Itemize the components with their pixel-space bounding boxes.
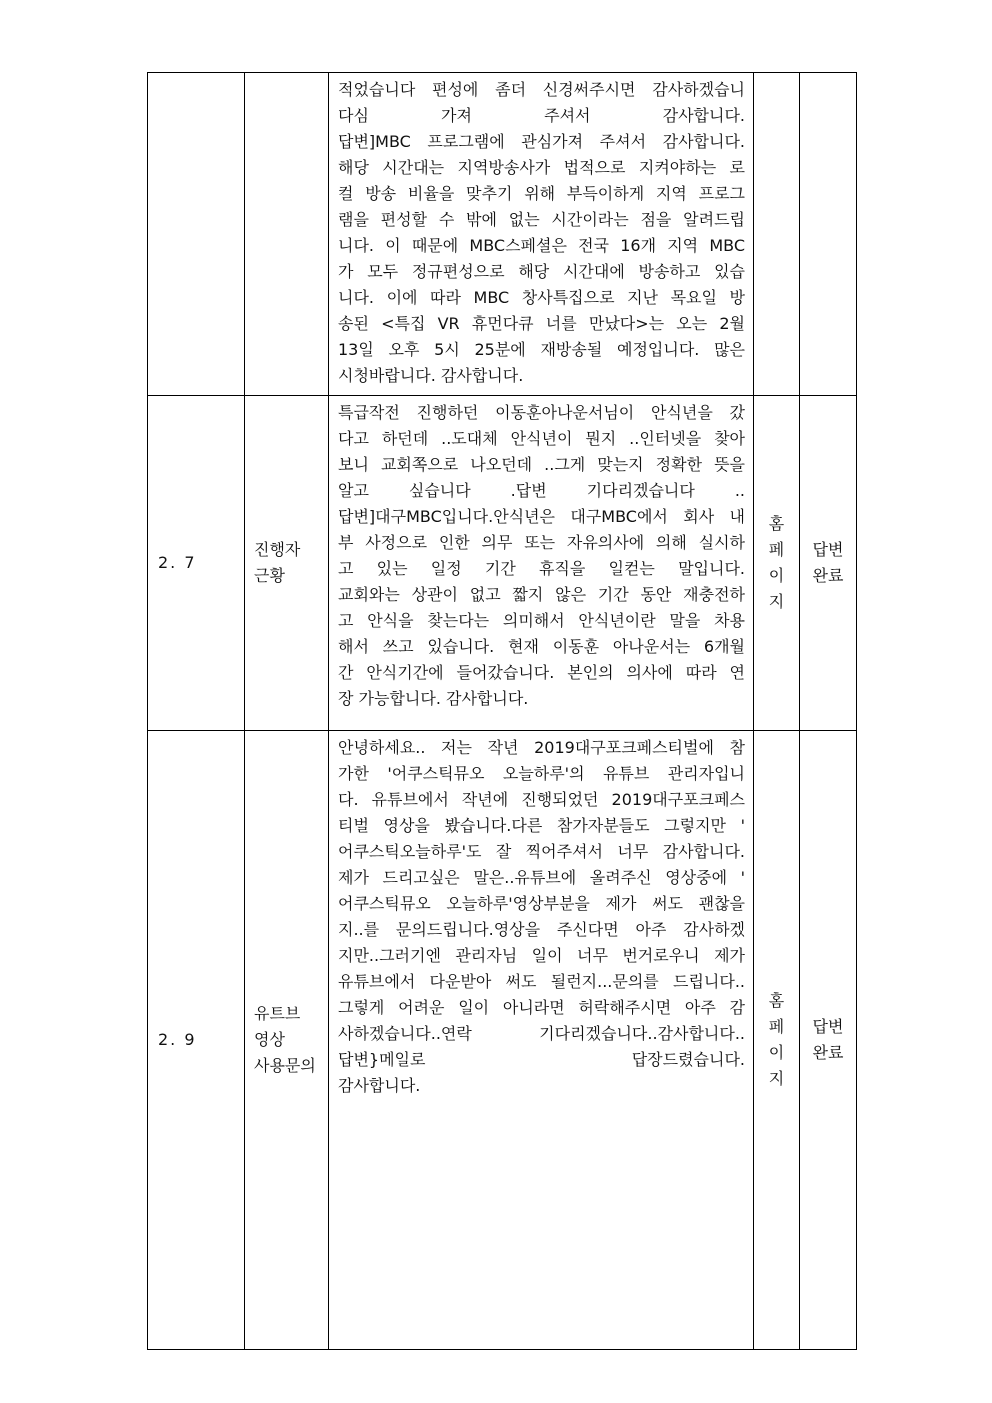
- content-line: 니다. 이에 따라 MBC 창사특집으로 지난 목요일 방: [338, 288, 745, 307]
- route-text: 지: [768, 1069, 785, 1088]
- date-value: 2. 7: [158, 553, 197, 572]
- topic-cell: [245, 73, 329, 396]
- content-cell: [329, 731, 754, 1350]
- content-line: 어쿠스틱오늘하루'도 잘 찍어주셔서 너무 감사합니다.: [338, 842, 745, 861]
- content-line: 티벌 영상을 봤습니다.다른 참가자분들도 그렇지만 ': [338, 816, 745, 835]
- content-line: 해서 쓰고 있습니다. 현재 이동훈 아나운서는 6개월: [338, 637, 745, 656]
- table-row: [148, 396, 857, 731]
- route-cell: [754, 731, 800, 1350]
- route-cell: [754, 396, 800, 731]
- content-line: 사하겠습니다..연락 기다리겠습니다..감사합니다..: [338, 1024, 745, 1043]
- content-line: 송된 <특집 VR 휴먼다큐 너를 만났다>는 오는 2월: [338, 314, 745, 333]
- content-line: 감사합니다.: [338, 1076, 421, 1095]
- topic-text: 사용문의: [254, 1056, 316, 1075]
- content-line: 시청바랍니다. 감사합니다.: [338, 366, 524, 385]
- content-line: 어쿠스틱뮤오 오늘하루'영상부분을 제가 써도 괜찮을: [338, 894, 745, 913]
- content-line: 그렇게 어려운 일이 아니라면 허락해주시면 아주 감: [338, 998, 745, 1017]
- content-line: 알고 싶습니다 .답변 기다리겠습니다 ..: [338, 481, 745, 500]
- topic-cell: [245, 731, 329, 1350]
- content-line: 간 안식기간에 들어갔습니다. 본인의 의사에 따라 연: [338, 663, 745, 682]
- status-text: 완료: [812, 1043, 844, 1062]
- status-text: 답변: [812, 540, 844, 559]
- content-line: 13일 오후 5시 25분에 재방송될 예정입니다. 많은: [338, 340, 745, 359]
- content-line: 다. 유튜브에서 작년에 진행되었던 2019대구포크페스: [338, 790, 745, 809]
- topic-text: 영상: [254, 1030, 285, 1049]
- content-cell: [329, 396, 754, 731]
- topic-text: 진행자: [254, 540, 301, 559]
- content-line: 장 가능합니다. 감사합니다.: [338, 689, 529, 708]
- content-line: 지만..그러기엔 관리자님 일이 너무 번거로우니 제가: [338, 946, 745, 965]
- date-value: 2. 9: [158, 1030, 197, 1049]
- route-text: 페: [768, 1017, 785, 1036]
- date-cell: [148, 396, 245, 731]
- content-line: 유튜브에서 다운받아 써도 될런지...문의를 드립니다..: [338, 972, 745, 991]
- route-text: 홈: [768, 991, 785, 1010]
- content-line: 지..를 문의드립니다.영상을 주신다면 아주 감사하겠: [338, 920, 745, 939]
- route-cell: [754, 73, 800, 396]
- content-line: 적었습니다 편성에 좀더 신경써주시면 감사하겠습니: [338, 80, 745, 99]
- status-cell: [800, 73, 857, 396]
- inquiry-log-body: [148, 73, 857, 1350]
- content-line: 다고 하던데 ..도대체 안식년이 뭔지 ..인터넷을 찾아: [338, 429, 745, 448]
- content-line: 보니 교회쪽으로 나오던데 ..그게 맞는지 정확한 뜻을: [338, 455, 745, 474]
- content-line: 부 사정으로 인한 의무 또는 자유의사에 의해 실시하: [338, 533, 745, 552]
- content-line: 고 있는 일정 기간 휴직을 일컫는 말입니다.: [338, 559, 745, 578]
- inquiry-log-table: [147, 72, 857, 1350]
- content-line: 가한 '어쿠스틱뮤오 오늘하루'의 유튜브 관리자입니: [338, 764, 745, 783]
- content-line: 안녕하세요.. 저는 작년 2019대구포크페스티벌에 참: [338, 738, 745, 757]
- date-cell: [148, 73, 245, 396]
- content-line: 특급작전 진행하던 이동훈아나운서님이 안식년을 갔: [338, 403, 745, 422]
- content-line: 램을 편성할 수 밖에 없는 시간이라는 점을 알려드립: [338, 210, 745, 229]
- table-row: [148, 73, 857, 396]
- route-text: 이: [768, 1043, 785, 1062]
- topic-text: 유트브: [254, 1004, 301, 1023]
- content-line: 가 모두 정규편성으로 해당 시간대에 방송하고 있습: [338, 262, 745, 281]
- content-line: 답변]대구MBC입니다.안식년은 대구MBC에서 회사 내: [338, 507, 745, 526]
- content-line: 다심 가져 주셔서 감사합니다.: [338, 106, 745, 125]
- status-text: 완료: [812, 566, 844, 585]
- route-text: 홈: [768, 514, 785, 533]
- content-line: 제가 드리고싶은 말은..유튜브에 올려주신 영상중에 ': [338, 868, 745, 887]
- content-line: 니다. 이 때문에 MBC스페셜은 전국 16개 지역 MBC: [338, 236, 745, 255]
- route-text: 페: [768, 540, 785, 559]
- content-line: 답변]MBC 프로그램에 관심가져 주셔서 감사합니다.: [338, 132, 745, 151]
- status-cell: [800, 731, 857, 1350]
- content-line: 컬 방송 비율을 맞추기 위해 부득이하게 지역 프로그: [338, 184, 745, 203]
- content-line: 교회와는 상관이 없고 짧지 않은 기간 동안 재충전하: [338, 585, 745, 604]
- topic-cell: [245, 396, 329, 731]
- table-row: [148, 731, 857, 1350]
- content-cell: [329, 73, 754, 396]
- status-text: 답변: [812, 1017, 844, 1036]
- status-cell: [800, 396, 857, 731]
- date-cell: [148, 731, 245, 1350]
- route-text: 지: [768, 592, 785, 611]
- route-text: 이: [768, 566, 785, 585]
- content-line: 해당 시간대는 지역방송사가 법적으로 지켜야하는 로: [338, 158, 745, 177]
- topic-text: 근황: [254, 566, 285, 585]
- content-line: 고 안식을 찾는다는 의미해서 안식년이란 말을 차용: [338, 611, 745, 630]
- content-line: 답변}메일로 답장드렸습니다.: [338, 1050, 745, 1069]
